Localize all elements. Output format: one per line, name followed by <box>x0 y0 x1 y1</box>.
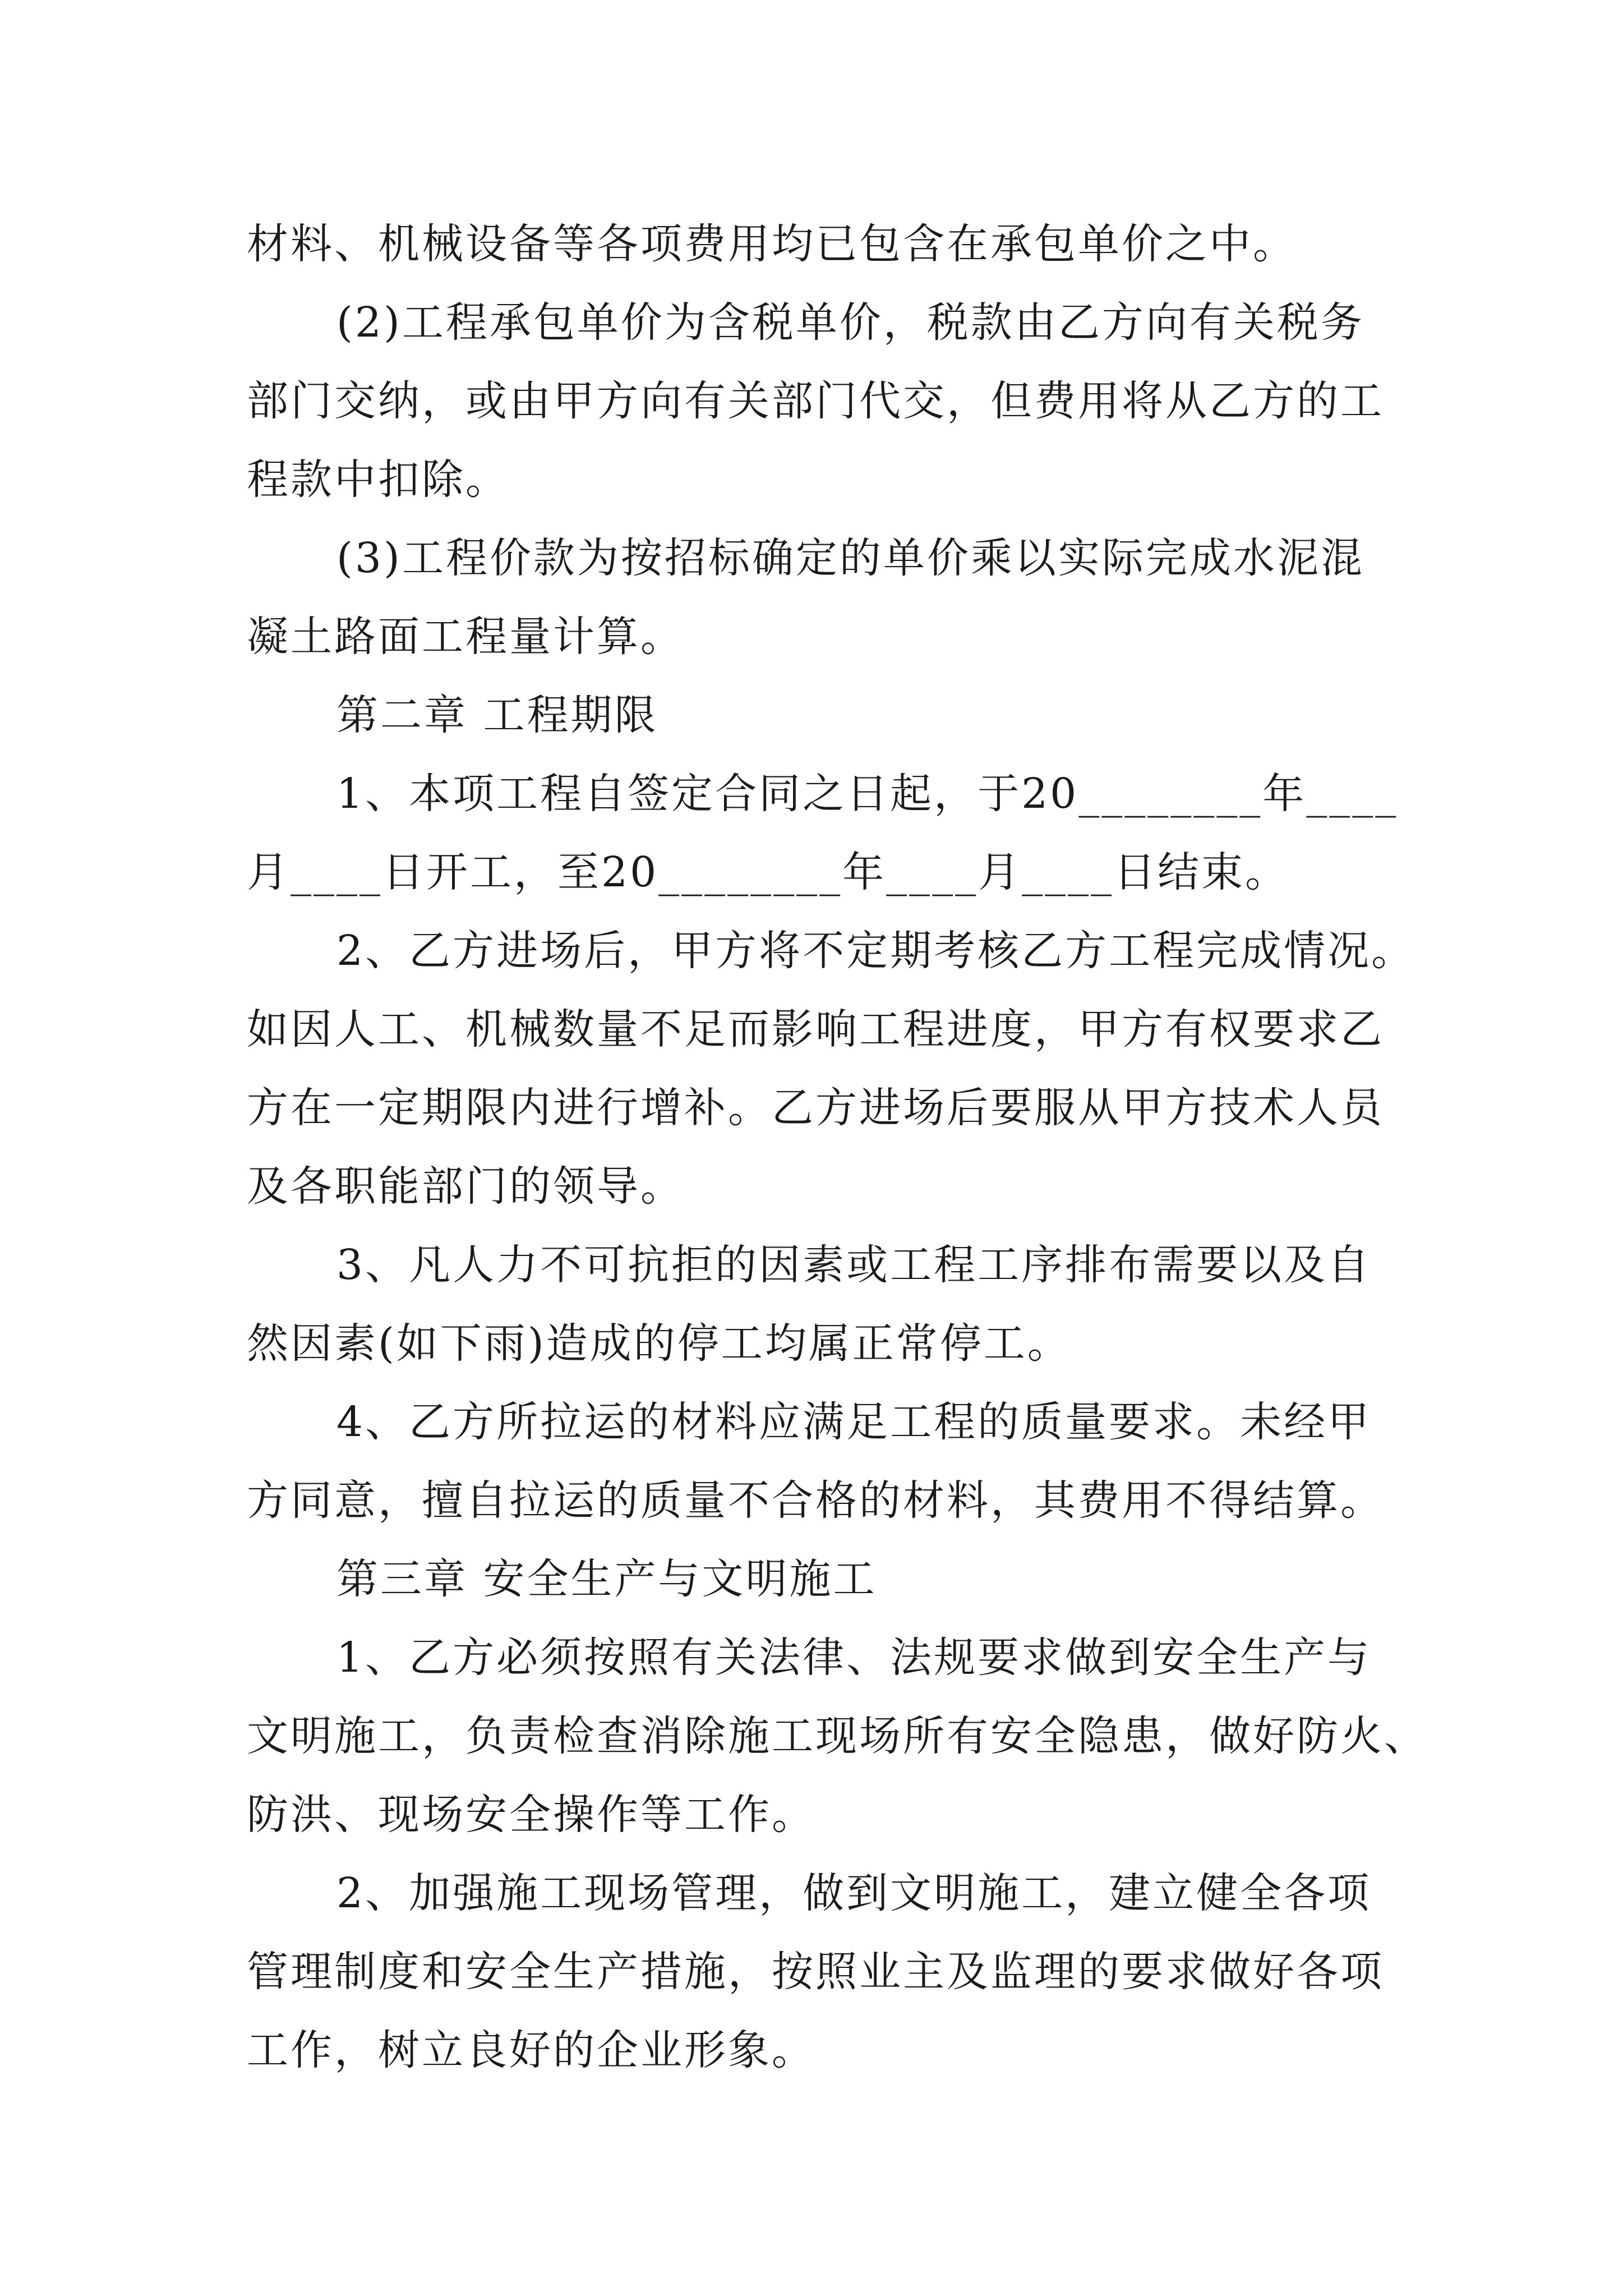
text-line: 3、凡人力不可抗拒的因素或工程工序排布需要以及自 <box>336 1241 1372 1289</box>
text-line: 材料、机械设备等各项费用均已包含在承包单价之中。 <box>247 220 1297 268</box>
text-line: (2)工程承包单价为含税单价，税款由乙方向有关税务 <box>336 298 1364 347</box>
text-line: 4、乙方所拉运的材料应满足工程的质量要求。未经甲 <box>336 1398 1372 1446</box>
text-line: 及各职能部门的领导。 <box>247 1162 684 1211</box>
chapter-heading: 第三章 安全生产与文明施工 <box>336 1555 877 1603</box>
text-line: 文明施工，负责检查消除施工现场所有安全隐患，做好防火、 <box>247 1712 1428 1760</box>
chapter-heading: 第二章 工程期限 <box>336 691 658 739</box>
text-line: 凝土路面工程量计算。 <box>247 613 684 661</box>
text-line: 工作，树立良好的企业形象。 <box>247 2026 815 2074</box>
text-line: 2、加强施工现场管理，做到文明施工，建立健全各项 <box>336 1869 1372 1917</box>
text-line: (3)工程价款为按招标确定的单价乘以实际完成水泥混 <box>336 534 1364 582</box>
text-line: 如因人工、机械数量不足而影响工程进度，甲方有权要求乙 <box>247 1005 1384 1053</box>
text-line: 1、乙方必须按照有关法律、法规要求做到安全生产与 <box>336 1634 1372 1682</box>
text-line: 1、本项工程自签定合同之日起，于20________年____ <box>336 770 1399 818</box>
text-line: 方同意，擅自拉运的质量不合格的材料，其费用不得结算。 <box>247 1476 1384 1525</box>
text-line: 部门交纳，或由甲方向有关部门代交，但费用将从乙方的工 <box>247 377 1384 425</box>
text-line: 方在一定期限内进行增补。乙方进场后要服从甲方技术人员 <box>247 1084 1384 1132</box>
text-line: 月____日开工，至20________年____月____日结束。 <box>247 848 1289 896</box>
text-line: 程款中扣除。 <box>247 455 509 504</box>
text-line: 2、乙方进场后，甲方将不定期考核乙方工程完成情况。 <box>336 927 1415 975</box>
text-line: 防洪、现场安全操作等工作。 <box>247 1791 815 1839</box>
text-line: 管理制度和安全生产措施，按照业主及监理的要求做好各项 <box>247 1948 1384 1996</box>
text-line: 然因素(如下雨)造成的停工均属正常停工。 <box>247 1319 1071 1368</box>
